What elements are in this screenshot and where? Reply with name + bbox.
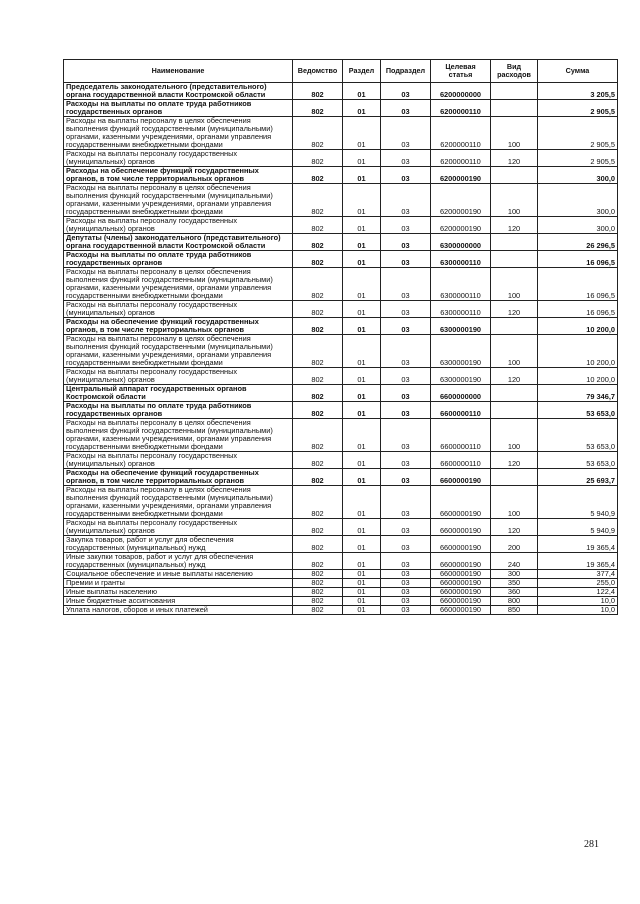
cell-expense-type: [491, 100, 538, 117]
cell-expense-type: 300: [491, 570, 538, 579]
cell-target-article: 6600000190: [431, 579, 491, 588]
cell-subsection: 03: [381, 100, 431, 117]
cell-subsection: 03: [381, 335, 431, 368]
cell-name: Расходы на выплаты персоналу в целях обеспечения выполнения функций государственными (муниципальными) органами, казенными учреждениями, органами управления государственными внебюджетными фондами: [64, 184, 293, 217]
header-department: Ведомство: [293, 60, 343, 83]
cell-name: Расходы на выплаты персоналу в целях обеспечения выполнения функций государственными (муниципальными) органами, казенными учреждениями, органами управления государственными внебюджетными фондами: [64, 335, 293, 368]
table-header: [64, 60, 618, 83]
cell-section: 01: [343, 251, 381, 268]
cell-sum: 10 200,0: [538, 318, 618, 335]
cell-department: 802: [293, 117, 343, 150]
cell-department: 802: [293, 553, 343, 570]
cell-sum: 5 940,9: [538, 486, 618, 519]
table-row: [64, 301, 618, 318]
cell-subsection: 03: [381, 452, 431, 469]
cell-expense-type: 350: [491, 579, 538, 588]
cell-target-article: 6300000110: [431, 301, 491, 318]
header-subsection: Подраздел: [381, 60, 431, 83]
cell-target-article: 6300000190: [431, 368, 491, 385]
cell-sum: 255,0: [538, 579, 618, 588]
cell-expense-type: [491, 318, 538, 335]
cell-subsection: 03: [381, 553, 431, 570]
cell-department: 802: [293, 606, 343, 615]
cell-expense-type: [491, 469, 538, 486]
cell-section: 01: [343, 553, 381, 570]
cell-name: Закупка товаров, работ и услуг для обеспечения государственных (муниципальных) нужд: [64, 536, 293, 553]
cell-sum: 16 096,5: [538, 301, 618, 318]
cell-expense-type: 800: [491, 597, 538, 606]
table-row: [64, 579, 618, 588]
cell-subsection: 03: [381, 570, 431, 579]
table-row: [64, 606, 618, 615]
cell-target-article: 6600000190: [431, 519, 491, 536]
cell-department: 802: [293, 167, 343, 184]
cell-name: Расходы на обеспечение функций государственных органов, в том числе территориальных органов: [64, 167, 293, 184]
cell-section: 01: [343, 469, 381, 486]
table-row: [64, 452, 618, 469]
cell-name: Расходы на выплаты персоналу государственных (муниципальных) органов: [64, 301, 293, 318]
cell-target-article: 6600000110: [431, 402, 491, 419]
cell-target-article: 6600000190: [431, 486, 491, 519]
cell-expense-type: 120: [491, 217, 538, 234]
cell-department: 802: [293, 217, 343, 234]
cell-target-article: 6600000190: [431, 536, 491, 553]
table-row: [64, 268, 618, 301]
cell-target-article: 6300000190: [431, 318, 491, 335]
cell-sum: 19 365,4: [538, 536, 618, 553]
cell-sum: 122,4: [538, 588, 618, 597]
cell-section: 01: [343, 452, 381, 469]
cell-sum: 25 693,7: [538, 469, 618, 486]
cell-section: 01: [343, 184, 381, 217]
cell-section: 01: [343, 570, 381, 579]
cell-target-article: 6300000110: [431, 268, 491, 301]
budget-table: [63, 59, 618, 615]
cell-subsection: 03: [381, 419, 431, 452]
cell-department: 802: [293, 184, 343, 217]
cell-sum: 5 940,9: [538, 519, 618, 536]
cell-section: 01: [343, 268, 381, 301]
cell-department: 802: [293, 419, 343, 452]
cell-expense-type: 850: [491, 606, 538, 615]
table-row: [64, 597, 618, 606]
cell-expense-type: 120: [491, 519, 538, 536]
cell-subsection: 03: [381, 217, 431, 234]
cell-expense-type: 100: [491, 268, 538, 301]
cell-section: 01: [343, 579, 381, 588]
cell-sum: 19 365,4: [538, 553, 618, 570]
cell-target-article: 6600000190: [431, 570, 491, 579]
cell-expense-type: 100: [491, 335, 538, 368]
cell-target-article: 6300000000: [431, 234, 491, 251]
cell-section: 01: [343, 402, 381, 419]
table-row: [64, 100, 618, 117]
cell-section: 01: [343, 536, 381, 553]
cell-name: Центральный аппарат государственных органов Костромской области: [64, 385, 293, 402]
cell-name: Расходы на выплаты персоналу государственных (муниципальных) органов: [64, 452, 293, 469]
cell-department: 802: [293, 301, 343, 318]
cell-subsection: 03: [381, 606, 431, 615]
cell-name: Расходы на выплаты по оплате труда работников государственных органов: [64, 402, 293, 419]
table-row: [64, 469, 618, 486]
cell-expense-type: 120: [491, 452, 538, 469]
table-row: [64, 536, 618, 553]
table-row: [64, 402, 618, 419]
cell-section: 01: [343, 606, 381, 615]
cell-subsection: 03: [381, 117, 431, 150]
cell-sum: 300,0: [538, 184, 618, 217]
cell-target-article: 6300000110: [431, 251, 491, 268]
cell-subsection: 03: [381, 385, 431, 402]
cell-department: 802: [293, 318, 343, 335]
cell-expense-type: [491, 234, 538, 251]
cell-expense-type: [491, 402, 538, 419]
cell-department: 802: [293, 579, 343, 588]
cell-department: 802: [293, 251, 343, 268]
cell-section: 01: [343, 301, 381, 318]
cell-sum: 10,0: [538, 606, 618, 615]
cell-subsection: 03: [381, 402, 431, 419]
cell-target-article: 6200000190: [431, 217, 491, 234]
cell-section: 01: [343, 83, 381, 100]
cell-section: 01: [343, 318, 381, 335]
cell-subsection: 03: [381, 597, 431, 606]
cell-department: 802: [293, 100, 343, 117]
cell-expense-type: [491, 385, 538, 402]
table-row: [64, 588, 618, 597]
table-row: [64, 117, 618, 150]
cell-expense-type: [491, 167, 538, 184]
cell-target-article: 6600000190: [431, 469, 491, 486]
table-row: [64, 486, 618, 519]
table-row: [64, 419, 618, 452]
cell-subsection: 03: [381, 536, 431, 553]
table-row: [64, 335, 618, 368]
cell-subsection: 03: [381, 167, 431, 184]
cell-name: Расходы на выплаты персоналу в целях обеспечения выполнения функций государственными (муниципальными) органами, казенными учреждениями, органами управления государственными внебюджетными фондами: [64, 268, 293, 301]
cell-name: Уплата налогов, сборов и иных платежей: [64, 606, 293, 615]
cell-section: 01: [343, 368, 381, 385]
table-row: [64, 167, 618, 184]
cell-sum: 10,0: [538, 597, 618, 606]
cell-target-article: 6200000110: [431, 117, 491, 150]
cell-sum: 300,0: [538, 167, 618, 184]
cell-subsection: 03: [381, 486, 431, 519]
cell-section: 01: [343, 385, 381, 402]
cell-sum: 300,0: [538, 217, 618, 234]
header-expense-type: Вид расходов: [491, 60, 538, 83]
cell-sum: 16 096,5: [538, 268, 618, 301]
table-row: [64, 368, 618, 385]
cell-expense-type: 240: [491, 553, 538, 570]
cell-department: 802: [293, 385, 343, 402]
cell-sum: 10 200,0: [538, 368, 618, 385]
cell-section: 01: [343, 117, 381, 150]
cell-expense-type: 200: [491, 536, 538, 553]
cell-department: 802: [293, 519, 343, 536]
cell-name: Председатель законодательного (представительного) органа государственной власти Костромской области: [64, 83, 293, 100]
cell-target-article: 6600000190: [431, 597, 491, 606]
header-target-article: Целевая статья: [431, 60, 491, 83]
cell-department: 802: [293, 486, 343, 519]
cell-subsection: 03: [381, 234, 431, 251]
cell-target-article: 6600000190: [431, 606, 491, 615]
cell-section: 01: [343, 419, 381, 452]
cell-section: 01: [343, 217, 381, 234]
header-sum: Сумма: [538, 60, 618, 83]
cell-sum: 10 200,0: [538, 335, 618, 368]
cell-subsection: 03: [381, 469, 431, 486]
cell-expense-type: 100: [491, 117, 538, 150]
cell-department: 802: [293, 536, 343, 553]
cell-subsection: 03: [381, 318, 431, 335]
cell-section: 01: [343, 167, 381, 184]
cell-expense-type: 100: [491, 419, 538, 452]
cell-name: Расходы на выплаты персоналу в целях обеспечения выполнения функций государственными (муниципальными) органами, казенными учреждениями, органами управления государственными внебюджетными фондами: [64, 419, 293, 452]
cell-target-article: 6200000000: [431, 83, 491, 100]
cell-subsection: 03: [381, 579, 431, 588]
cell-section: 01: [343, 519, 381, 536]
cell-department: 802: [293, 469, 343, 486]
cell-target-article: 6600000000: [431, 385, 491, 402]
table-row: [64, 570, 618, 579]
cell-subsection: 03: [381, 83, 431, 100]
table-row: [64, 217, 618, 234]
cell-department: 802: [293, 452, 343, 469]
cell-department: 802: [293, 597, 343, 606]
cell-section: 01: [343, 335, 381, 368]
cell-section: 01: [343, 234, 381, 251]
cell-expense-type: [491, 251, 538, 268]
table-row: [64, 83, 618, 100]
cell-name: Иные бюджетные ассигнования: [64, 597, 293, 606]
table-row: [64, 150, 618, 167]
cell-section: 01: [343, 150, 381, 167]
cell-name: Расходы на обеспечение функций государственных органов, в том числе территориальных органов: [64, 318, 293, 335]
table-row: [64, 234, 618, 251]
cell-target-article: 6600000110: [431, 419, 491, 452]
header-section: Раздел: [343, 60, 381, 83]
cell-name: Депутаты (члены) законодательного (представительного) органа государственной власти Костромской области: [64, 234, 293, 251]
cell-target-article: 6200000190: [431, 167, 491, 184]
cell-name: Иные закупки товаров, работ и услуг для обеспечения государственных (муниципальных) нужд: [64, 553, 293, 570]
cell-sum: 79 346,7: [538, 385, 618, 402]
cell-target-article: 6300000190: [431, 335, 491, 368]
cell-name: Расходы на выплаты по оплате труда работников государственных органов: [64, 251, 293, 268]
cell-name: Социальное обеспечение и иные выплаты населению: [64, 570, 293, 579]
table-row: [64, 251, 618, 268]
cell-expense-type: 360: [491, 588, 538, 597]
cell-target-article: 6600000190: [431, 553, 491, 570]
cell-subsection: 03: [381, 184, 431, 217]
cell-department: 802: [293, 268, 343, 301]
cell-expense-type: 120: [491, 301, 538, 318]
cell-name: Расходы на выплаты персоналу в целях обеспечения выполнения функций государственными (муниципальными) органами, казенными учреждениями, органами управления государственными внебюджетными фондами: [64, 117, 293, 150]
cell-subsection: 03: [381, 519, 431, 536]
cell-sum: 53 653,0: [538, 419, 618, 452]
table-row: [64, 318, 618, 335]
cell-sum: 53 653,0: [538, 402, 618, 419]
cell-subsection: 03: [381, 150, 431, 167]
page-number: 281: [584, 839, 599, 850]
cell-section: 01: [343, 588, 381, 597]
cell-target-article: 6200000110: [431, 100, 491, 117]
cell-target-article: 6200000190: [431, 184, 491, 217]
cell-subsection: 03: [381, 588, 431, 597]
table-row: [64, 519, 618, 536]
cell-section: 01: [343, 100, 381, 117]
cell-sum: 16 096,5: [538, 251, 618, 268]
table-row: [64, 385, 618, 402]
cell-department: 802: [293, 402, 343, 419]
cell-target-article: 6600000190: [431, 588, 491, 597]
cell-sum: 2 905,5: [538, 117, 618, 150]
cell-target-article: 6200000110: [431, 150, 491, 167]
cell-expense-type: 120: [491, 150, 538, 167]
cell-subsection: 03: [381, 368, 431, 385]
cell-name: Расходы на выплаты персоналу государственных (муниципальных) органов: [64, 519, 293, 536]
cell-department: 802: [293, 83, 343, 100]
cell-sum: 2 905,5: [538, 150, 618, 167]
table-body: [64, 83, 618, 615]
table-row: [64, 553, 618, 570]
cell-expense-type: [491, 83, 538, 100]
cell-sum: 53 653,0: [538, 452, 618, 469]
cell-name: Иные выплаты населению: [64, 588, 293, 597]
cell-sum: 3 205,5: [538, 83, 618, 100]
cell-department: 802: [293, 570, 343, 579]
cell-name: Расходы на выплаты персоналу государственных (муниципальных) органов: [64, 150, 293, 167]
cell-name: Расходы на выплаты по оплате труда работников государственных органов: [64, 100, 293, 117]
cell-department: 802: [293, 234, 343, 251]
cell-sum: 377,4: [538, 570, 618, 579]
cell-expense-type: 100: [491, 486, 538, 519]
cell-section: 01: [343, 486, 381, 519]
cell-department: 802: [293, 368, 343, 385]
cell-department: 802: [293, 335, 343, 368]
cell-name: Расходы на выплаты персоналу государственных (муниципальных) органов: [64, 368, 293, 385]
cell-sum: 2 905,5: [538, 100, 618, 117]
cell-subsection: 03: [381, 301, 431, 318]
cell-section: 01: [343, 597, 381, 606]
cell-department: 802: [293, 150, 343, 167]
cell-name: Премии и гранты: [64, 579, 293, 588]
cell-subsection: 03: [381, 268, 431, 301]
cell-department: 802: [293, 588, 343, 597]
cell-name: Расходы на обеспечение функций государственных органов, в том числе территориальных органов: [64, 469, 293, 486]
cell-name: Расходы на выплаты персоналу государственных (муниципальных) органов: [64, 217, 293, 234]
cell-name: Расходы на выплаты персоналу в целях обеспечения выполнения функций государственными (муниципальными) органами, казенными учреждениями, органами управления государственными внебюджетными фондами: [64, 486, 293, 519]
cell-subsection: 03: [381, 251, 431, 268]
header-name: Наименование: [64, 60, 293, 83]
table-row: [64, 184, 618, 217]
cell-target-article: 6600000110: [431, 452, 491, 469]
cell-expense-type: 100: [491, 184, 538, 217]
cell-sum: 26 296,5: [538, 234, 618, 251]
cell-expense-type: 120: [491, 368, 538, 385]
